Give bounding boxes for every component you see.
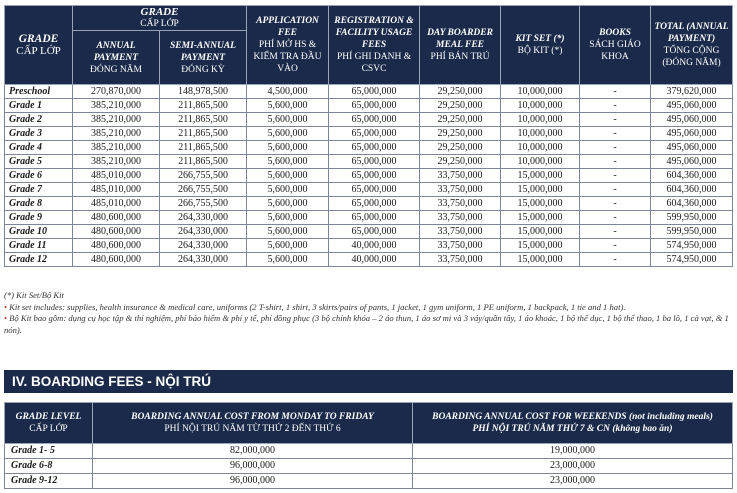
fee-table-row — [5, 155, 733, 169]
row-label: Grade 2 — [5, 113, 73, 127]
table-cell: 495,060,000 — [651, 155, 733, 169]
header-meal-fee: DAY BOARDER MEAL FEE PHÍ BÁN TRÚ — [420, 6, 501, 85]
table-cell: 33,750,000 — [420, 183, 501, 197]
table-cell: 29,250,000 — [420, 113, 501, 127]
table-cell: 96,000,000 — [93, 474, 413, 489]
fee-table-row — [5, 169, 733, 183]
table-cell: 10,000,000 — [501, 155, 580, 169]
table-cell: 266,755,500 — [160, 183, 247, 197]
table-cell: 65,000,000 — [329, 113, 420, 127]
table-cell: 485,010,000 — [73, 183, 160, 197]
table-cell: 65,000,000 — [329, 225, 420, 239]
boarding-table-row — [5, 459, 733, 474]
table-cell: 40,000,000 — [329, 239, 420, 253]
table-cell: - — [580, 85, 651, 99]
table-cell: 29,250,000 — [420, 155, 501, 169]
table-cell: 5,600,000 — [247, 141, 329, 155]
row-label: Grade 8 — [5, 197, 73, 211]
table-cell: 65,000,000 — [329, 155, 420, 169]
table-cell: 5,600,000 — [247, 225, 329, 239]
table-cell: 599,950,000 — [651, 225, 733, 239]
table-cell: 266,755,500 — [160, 197, 247, 211]
table-cell: - — [580, 169, 651, 183]
table-cell: 4,500,000 — [247, 85, 329, 99]
table-cell: - — [580, 99, 651, 113]
table-cell: 599,950,000 — [651, 211, 733, 225]
boarding-fee-rows — [5, 444, 733, 489]
table-cell: 264,330,000 — [160, 253, 247, 267]
table-cell: 65,000,000 — [329, 85, 420, 99]
table-cell: 10,000,000 — [501, 141, 580, 155]
table-cell: 33,750,000 — [420, 169, 501, 183]
table-cell: 33,750,000 — [420, 225, 501, 239]
table-cell: 495,060,000 — [651, 127, 733, 141]
row-label: Grade 11 — [5, 239, 73, 253]
fee-table-row — [5, 183, 733, 197]
row-label: Grade 3 — [5, 127, 73, 141]
table-cell: 15,000,000 — [501, 225, 580, 239]
table-cell: 96,000,000 — [93, 459, 413, 474]
table-cell: - — [580, 113, 651, 127]
table-cell: 270,870,000 — [73, 85, 160, 99]
notes-title: (*) Kit Set/Bộ Kit — [4, 290, 64, 300]
table-cell: 5,600,000 — [247, 127, 329, 141]
table-cell: 266,755,500 — [160, 169, 247, 183]
table-cell: 485,010,000 — [73, 197, 160, 211]
table-cell: 15,000,000 — [501, 169, 580, 183]
row-label: Grade 7 — [5, 183, 73, 197]
table-cell: 5,600,000 — [247, 253, 329, 267]
kit-set-notes — [4, 290, 732, 336]
row-label: Grade 12 — [5, 253, 73, 267]
table-cell: 23,000,000 — [413, 474, 733, 489]
table-cell: 15,000,000 — [501, 183, 580, 197]
row-label: Preschool — [5, 85, 73, 99]
table-cell: 211,865,500 — [160, 113, 247, 127]
table-cell: 385,210,000 — [73, 141, 160, 155]
table-cell: 33,750,000 — [420, 211, 501, 225]
table-cell: 33,750,000 — [420, 253, 501, 267]
table-cell: 604,360,000 — [651, 197, 733, 211]
table-cell: 33,750,000 — [420, 239, 501, 253]
table-cell: 379,620,000 — [651, 85, 733, 99]
table-cell: 604,360,000 — [651, 183, 733, 197]
table-cell: 604,360,000 — [651, 169, 733, 183]
table-cell: 5,600,000 — [247, 183, 329, 197]
table-cell: - — [580, 253, 651, 267]
table-cell: 29,250,000 — [420, 141, 501, 155]
row-label: Grade 1- 5 — [5, 444, 93, 459]
header-registration-fee: REGISTRATION & FACILITY USAGE FEES PHÍ GHI DANH & CSVC — [329, 6, 420, 85]
table-cell: 40,000,000 — [329, 253, 420, 267]
table-cell: 33,750,000 — [420, 197, 501, 211]
table-cell: 23,000,000 — [413, 459, 733, 474]
header-tuition: GRADE CẤP LỚP — [73, 6, 247, 31]
table-cell: 385,210,000 — [73, 99, 160, 113]
header-grade: GRADE CẤP LỚP — [5, 6, 73, 85]
table-cell: 480,600,000 — [73, 225, 160, 239]
boarding-table-row — [5, 444, 733, 459]
fee-table-row — [5, 113, 733, 127]
table-cell: 264,330,000 — [160, 239, 247, 253]
table-cell: 211,865,500 — [160, 155, 247, 169]
row-label: Grade 10 — [5, 225, 73, 239]
table-cell: 211,865,500 — [160, 141, 247, 155]
table-cell: 19,000,000 — [413, 444, 733, 459]
table-cell: - — [580, 183, 651, 197]
boarding-section-title: IV. BOARDING FEES - NỘI TRÚ — [4, 370, 733, 393]
table-cell: 65,000,000 — [329, 183, 420, 197]
table-cell: 5,600,000 — [247, 155, 329, 169]
fee-table-row — [5, 85, 733, 99]
table-cell: 574,950,000 — [651, 253, 733, 267]
table-cell: 480,600,000 — [73, 239, 160, 253]
header-semi-annual-payment: SEMI-ANNUAL PAYMENT ĐÓNG KỲ — [160, 31, 247, 85]
header-annual-payment: ANNUAL PAYMENT ĐÓNG NĂM — [73, 31, 160, 85]
table-cell: - — [580, 239, 651, 253]
boarding-table-row — [5, 474, 733, 489]
table-cell: 480,600,000 — [73, 253, 160, 267]
table-cell: 385,210,000 — [73, 127, 160, 141]
table-cell: 385,210,000 — [73, 113, 160, 127]
table-cell: - — [580, 211, 651, 225]
table-cell: 5,600,000 — [247, 169, 329, 183]
row-label: Grade 9-12 — [5, 474, 93, 489]
table-cell: 82,000,000 — [93, 444, 413, 459]
table-cell: 5,600,000 — [247, 211, 329, 225]
table-cell: 148,978,500 — [160, 85, 247, 99]
header-application-fee: APPLICATION FEE PHÍ MỞ HS & KIỂM TRA ĐẦU VÀO — [247, 6, 329, 85]
boarding-header-grade: GRADE LEVEL CẤP LỚP — [5, 403, 93, 444]
row-label: Grade 6 — [5, 169, 73, 183]
table-cell: 5,600,000 — [247, 113, 329, 127]
fee-table-row — [5, 99, 733, 113]
table-cell: 211,865,500 — [160, 127, 247, 141]
table-cell: 29,250,000 — [420, 85, 501, 99]
table-cell: 5,600,000 — [247, 239, 329, 253]
table-cell: 385,210,000 — [73, 155, 160, 169]
table-cell: 495,060,000 — [651, 99, 733, 113]
boarding-header-weekend: BOARDING ANNUAL COST FOR WEEKENDS (not including meals) PHÍ NỘI TRÚ NĂM THỨ 7 & CN (không bao ăn) — [413, 403, 733, 444]
boarding-fee-table — [4, 402, 733, 489]
table-cell: 264,330,000 — [160, 225, 247, 239]
header-total: TOTAL (ANNUAL PAYMENT) TỔNG CỘNG (ĐÓNG NĂM) — [651, 6, 733, 85]
header-books: BOOKS SÁCH GIÁO KHOA — [580, 6, 651, 85]
table-cell: 10,000,000 — [501, 127, 580, 141]
fee-table-row — [5, 211, 733, 225]
table-cell: - — [580, 127, 651, 141]
table-cell: 5,600,000 — [247, 197, 329, 211]
table-cell: 15,000,000 — [501, 211, 580, 225]
table-cell: 15,000,000 — [501, 197, 580, 211]
fee-table-row — [5, 225, 733, 239]
table-cell: 65,000,000 — [329, 169, 420, 183]
table-cell: 65,000,000 — [329, 99, 420, 113]
fee-table-row — [5, 239, 733, 253]
table-cell: 65,000,000 — [329, 127, 420, 141]
tuition-fee-table — [4, 5, 733, 267]
table-cell: 574,950,000 — [651, 239, 733, 253]
row-label: Grade 5 — [5, 155, 73, 169]
boarding-header-weekday: BOARDING ANNUAL COST FROM MONDAY TO FRIDAY PHÍ NỘI TRÚ NĂM TỪ THỨ 2 ĐẾN THỨ 6 — [93, 403, 413, 444]
table-cell: 15,000,000 — [501, 253, 580, 267]
fee-table-row — [5, 127, 733, 141]
row-label: Grade 1 — [5, 99, 73, 113]
table-cell: 5,600,000 — [247, 99, 329, 113]
table-cell: 65,000,000 — [329, 141, 420, 155]
table-cell: 264,330,000 — [160, 211, 247, 225]
table-cell: - — [580, 197, 651, 211]
header-kit-set: KIT SET (*) BỘ KIT (*) — [501, 6, 580, 85]
table-cell: 480,600,000 — [73, 211, 160, 225]
row-label: Grade 4 — [5, 141, 73, 155]
table-cell: 485,010,000 — [73, 169, 160, 183]
table-cell: - — [580, 141, 651, 155]
notes-en: • Kit set includes: supplies, health insurance & medical care, uniforms (2 T-shirt, 1 shirt, 3 skirts/pairs of pants, 1 jacket, 1 gym uniform, 1 PE uniform, 1 backpack, 1 tie and 1 hat). — [4, 301, 626, 312]
fee-table-row — [5, 253, 733, 267]
table-cell: 10,000,000 — [501, 85, 580, 99]
tuition-fee-rows — [5, 85, 733, 267]
table-cell: 10,000,000 — [501, 113, 580, 127]
table-cell: 29,250,000 — [420, 127, 501, 141]
table-cell: 15,000,000 — [501, 239, 580, 253]
table-cell: 211,865,500 — [160, 99, 247, 113]
table-cell: - — [580, 155, 651, 169]
table-cell: 495,060,000 — [651, 141, 733, 155]
fee-table-row — [5, 197, 733, 211]
table-cell: 495,060,000 — [651, 113, 733, 127]
table-cell: 29,250,000 — [420, 99, 501, 113]
row-label: Grade 6-8 — [5, 459, 93, 474]
row-label: Grade 9 — [5, 211, 73, 225]
table-cell: 65,000,000 — [329, 197, 420, 211]
table-cell: 65,000,000 — [329, 211, 420, 225]
notes-vi: • Bộ Kit bao gồm: dụng cụ học tập & thí nghiệm, phí bảo hiểm & phí y tế, phí đồng phục (3 bộ chính khóa – 2 áo thun, 1 áo sơ mi và 3 váy/quần tây, 1 áo khoác, 1 bộ thể dục, 1 bộ thể thao, 1 ba lô, 1 cà vạt, & 1 nón). — [4, 313, 729, 335]
table-cell: - — [580, 225, 651, 239]
fee-table-row — [5, 141, 733, 155]
table-cell: 10,000,000 — [501, 99, 580, 113]
